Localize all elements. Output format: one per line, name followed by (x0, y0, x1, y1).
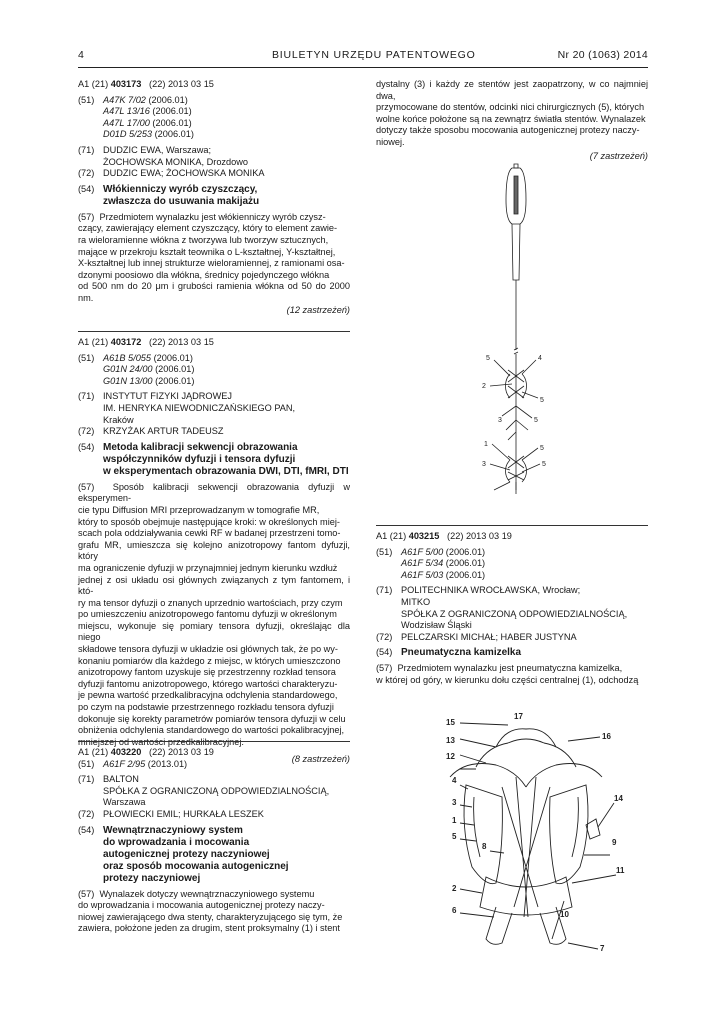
figure-label: 13 (446, 736, 455, 745)
patent-entry-403220 (78, 747, 350, 935)
figure-label: 9 (612, 838, 617, 847)
filing-date: (22) 2013 03 19 (149, 747, 214, 757)
claims-count: (12 zastrzeżeń) (286, 304, 350, 315)
filing-date: (22) 2013 03 15 (149, 79, 214, 89)
patent-entry-403172 (78, 337, 350, 766)
invention-title: (54) Wewnątrznaczyniowy system do wprowadzania i mocowania autogenicznej protezy naczyniowej oraz sposób mocowania autogenicznej protezy naczyniowej (78, 824, 289, 884)
entry-divider (78, 331, 350, 332)
figure-label: 5 (534, 417, 538, 424)
inventors: (72) DUDZIC EWA; ŻOCHOWSKA MONIKA (78, 168, 265, 179)
ipc-block: (51) A61F 5/00 (2006.01) A61F 5/34 (2006.01) A61F 5/03 (2006.01) (376, 546, 486, 580)
figure-stent-delivery-system (446, 160, 586, 530)
figure-label: 5 (540, 397, 544, 404)
filing-date: (22) 2013 03 19 (447, 531, 512, 541)
entry-header: A1 (21) 403173 (22) 2013 03 15 (78, 79, 214, 89)
abstract-continuation: dystalny (3) i każdy ze stentów jest zaopatrzony, w co najmniej dwa, przymocowane do stentów, odcinki nici chirurgicznych (5), których wolne końce położone są na zewnątrz światła stentów. Wynalazek dotyczy także sposobu mocowania autogenicznej protezy naczy- niowej. (7 zastrzeżeń) (376, 79, 648, 161)
figure-label: 4 (452, 776, 457, 785)
entry-header: A1 (21) 403215 (22) 2013 03 19 (376, 531, 512, 541)
patent-entry-403215 (376, 531, 648, 687)
figure-label: 11 (616, 866, 625, 875)
claims-count: (7 zastrzeżeń) (589, 150, 648, 161)
figure-label: 3 (482, 461, 486, 468)
patent-entry-403173 (78, 79, 350, 316)
entry-divider (376, 525, 648, 526)
filing-date: (22) 2013 03 15 (149, 337, 214, 347)
figure-label: 7 (600, 944, 605, 953)
entry-header: A1 (21) 403172 (22) 2013 03 15 (78, 337, 214, 347)
entry-header: A1 (21) 403220 (22) 2013 03 19 (78, 747, 214, 757)
applicants: (71) DUDZIC EWA, Warszawa; ŻOCHOWSKA MONIKA, Drozdowo (78, 144, 248, 167)
invention-title: (54) Pneumatyczna kamizelka (376, 647, 522, 659)
figure-label: 3 (452, 798, 457, 807)
page-header (78, 49, 648, 65)
publication-title: BIULETYN URZĘDU PATENTOWEGO (272, 49, 476, 61)
header-rule (78, 67, 648, 68)
figure-label: 5 (540, 445, 544, 452)
figure-label: 5 (452, 832, 457, 841)
abstract: (57) Sposób kalibracji sekwencji obrazowania dyfuzji w eksperymen- cie typu Diffusion MRI przeprowadzanym w tomografie MR, który to sposób obejmuje następujące kroki: w określonych miej- scach pola oddziaływania cewki RF w badanej przestrzeni tomo- grafu MR, umieszcza się kolejno anizotropowy fantom dyfuzji, który ma ograniczenie dyfuzji w przynajmniej jednym kierunku wzdłuż jednej z osi układu osi głównych związanych z tym fantomem, i któ- ry ma tensor dyfuzji o znanych uprzednio wartościach, przy czym po umieszczeniu anizotropowego fantomu dyfuzji w określonym miejscu, wykonuje się pomiary tensora dyfuzji, określając dla niego składowe tensora dyfuzji w układzie osi głównych tak, że po wy- konaniu pomiarów dla każdego z miejsc, w których umieszczono anizotropowy fantom uzyskuje się przestrzenny rozkład tensora dyfuzji fantomu anizotropowego, którego wartości charakteryzu- je pewna wartość przedkalibracyjna odchylenia standardowego, po czym na podstawie przestrzennego rozkładu tensora dyfuzji dokonuje się korekty parametrów pomiarów tensora dyfuzji w celu obniżenia odchylenia standardowego do wartości pokalibracyjnej, mniejszej od wartości przedkalibracyjnej. (78, 481, 351, 747)
ipc-block: (51) A61F 2/95 (2013.01) (78, 758, 188, 769)
abstract: (57) Przedmiotem wynalazku jest włókienniczy wyrób czysz- czący, zawierający element czyszczący, który to element zawie- ra wieloramienne włókna z tworzywa lub tworzyw sztucznych, mające w przekroju kształt teownika o L-kształtnej, Y-kształtnej, X-kształtnej lub innej strukturze wieloramiennej, z ramionami osa- dzonymi poosiowo dla włókna, średnicy pojedynczego włókna od 500 nm do 20 μm i grubości ramienia włókna od 50 do 2000 nm. (78, 211, 350, 303)
applicants: (71) BALTON SPÓŁKA Z OGRANICZONĄ ODPOWIEDZIALNOŚCIĄ, Warszawa (78, 774, 330, 808)
figure-label: 5 (486, 355, 490, 362)
inventors: (72) PŁOWIECKI EMIL; HURKAŁA LESZEK (78, 808, 264, 819)
application-number: 403215 (408, 531, 440, 541)
claims-count: (8 zastrzeżeń) (291, 754, 350, 765)
figure-label: 17 (514, 712, 523, 721)
ipc-block: (51) A47K 7/02 (2006.01) A47L 13/16 (2006.01) A47L 17/00 (2006.01) D01D 5/253 (2006.01) (78, 94, 194, 140)
page-number: 4 (78, 49, 85, 61)
figure-label: 8 (482, 842, 487, 851)
applicants: (71) INSTYTUT FIZYKI JĄDROWEJ IM. HENRYKA NIEWODNICZAŃSKIEGO PAN, Kraków (78, 391, 296, 425)
figure-label: 2 (482, 383, 486, 390)
abstract: (57) Przedmiotem wynalazku jest pneumatyczna kamizelka, w której od góry, w kierunku dołu części centralnej (1), odchodzą (376, 663, 639, 685)
figure-label: 15 (446, 718, 455, 727)
figure-label: 2 (452, 884, 457, 893)
inventors: (72) PELCZARSKI MICHAŁ; HABER JUSTYNA (376, 631, 577, 642)
invention-title: (54) Metoda kalibracji sekwencji obrazowania współczynników dyfuzji i tensora dyfuzji w eksperymentach obrazowania DWI, DTI, fMRI, DTI (78, 441, 349, 477)
figure-label: 6 (452, 906, 457, 915)
figure-label: 5 (542, 461, 546, 468)
applicants: (71) POLITECHNIKA WROCŁAWSKA, Wrocław; MITKO SPÓŁKA Z OGRANICZONĄ ODPOWIEDZIALNOŚCIĄ, Wodzisław Śląski (376, 585, 628, 631)
application-number: 403173 (110, 79, 142, 89)
figure-label: 3 (498, 417, 502, 424)
figure-label: 1 (484, 441, 488, 448)
figure-label: 14 (614, 794, 623, 803)
entry-divider (78, 741, 350, 742)
figure-label: 16 (602, 732, 611, 741)
application-number: 403220 (110, 747, 142, 757)
figure-label: 1 (452, 816, 457, 825)
figure-label: 12 (446, 752, 455, 761)
figure-label: 4 (538, 355, 542, 362)
issue-number: Nr 20 (1063) 2014 (557, 49, 648, 61)
ipc-block: (51) A61B 5/055 (2006.01) G01N 24/00 (2006.01) G01N 13/00 (2006.01) (78, 352, 195, 386)
figure-label: 10 (560, 910, 569, 919)
inventors: (72) KRZYŻAK ARTUR TADEUSZ (78, 426, 224, 437)
abstract: (57) Wynalazek dotyczy wewnątrznaczyniowego systemu do wprowadzania i mocowania autogenicznej protezy naczy- niowej zawierającego dwa stenty, charakteryzującego się tym, że zawiera, położone jeden za drugim, stent proksymalny (1) i stent (78, 888, 343, 934)
invention-title: (54) Włókienniczy wyrób czyszczący, zwłaszcza do usuwania makijażu (78, 183, 260, 207)
figure-pneumatic-vest (416, 707, 646, 957)
application-number: 403172 (110, 337, 142, 347)
